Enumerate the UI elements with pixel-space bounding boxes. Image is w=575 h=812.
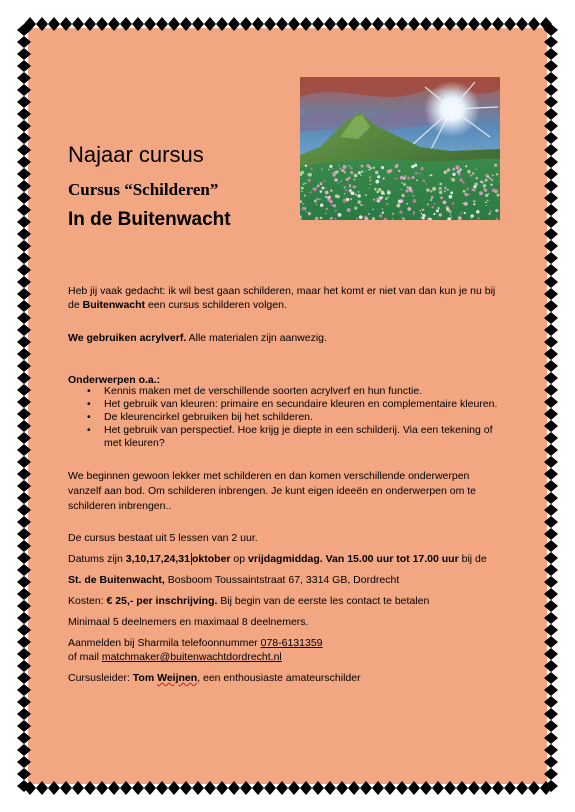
cost-line (68, 594, 429, 609)
leader-first-name: Tom (132, 672, 158, 684)
list-item (68, 385, 524, 398)
intro-line-2 (68, 298, 287, 313)
list-item-text: Het gebruik van kleuren: primaire en secundaire kleuren en complementaire kleuren. (104, 398, 498, 410)
heading-najaar-cursus: Najaar cursus (68, 142, 204, 167)
list-item (68, 424, 504, 450)
heading-buitenwacht: In de Buitenwacht (68, 209, 231, 230)
dates-pre: Datums zijn (68, 553, 126, 565)
signup-text: Aanmelden bij Sharmila telefoonnummer (68, 637, 261, 649)
intro-text-end: een cursus schilderen volgen. (145, 299, 287, 311)
materials-bold: We gebruiken acrylverf. (68, 332, 187, 344)
lessons-line: De cursus bestaat uit 5 lessen van 2 uur. (68, 532, 258, 544)
bullet-icon: • (87, 385, 91, 397)
leader-post: , een enthousiaste amateurschilder (197, 672, 361, 684)
materials-line (68, 331, 327, 346)
list-item (68, 398, 524, 411)
participants-line: Minimaal 5 deelnemers en maximaal 8 deelnemers. (68, 616, 309, 628)
topics-title-text: Onderwerpen o.a.: (68, 374, 161, 386)
list-item (68, 411, 524, 424)
bullet-icon: • (87, 424, 91, 436)
list-item-text: Het gebruik van perspectief. Hoe krijg je diepte in een schilderij. Via een tekening of met kleuren? (104, 424, 493, 449)
intro-line-1: Heb jij vaak gedacht: ik wil best gaan schilderen, maar het komt er niet van dan kun je nu bij (68, 285, 496, 297)
venue-line (68, 573, 399, 588)
paragraph-line-3: schilderen inbrengen.. (68, 500, 172, 512)
email-link[interactable]: matchmaker@buitenwachtdordrecht.nl (101, 651, 282, 663)
intro-buitenwacht-bold: Buitenwacht (82, 299, 146, 311)
dates-mid: op (230, 553, 249, 565)
venue-name: St. de Buitenwacht, (68, 574, 165, 586)
cost-post: Bij begin van de eerste les contact te betalen (217, 595, 430, 607)
signup-line (68, 636, 323, 651)
leader-line (68, 671, 361, 686)
mail-line (68, 650, 282, 665)
cost-amount: € 25,- per inschrijving. (106, 595, 218, 607)
heading-cursus-schilderen: Cursus “Schilderen” (68, 180, 219, 199)
dates-day-time: vrijdagmiddag. Van 15.00 uur tot 17.00 uur (248, 553, 459, 565)
intro-text: de (68, 299, 83, 311)
bullet-icon: • (87, 411, 91, 423)
dates-month: oktober (192, 553, 231, 565)
phone-link[interactable]: 078-6131359 (260, 637, 323, 649)
dates-post: bij de (458, 553, 487, 565)
paragraph-line-1: We beginnen gewoon lekker met schilderen en dan komen verschillende onderwerpen (68, 470, 470, 482)
venue-address: Bosboom Toussaintstraat 67, 3314 GB, Dordrecht (164, 574, 400, 586)
dates-line (68, 552, 487, 567)
list-item-text: De kleurencirkel gebruiken bij het schilderen. (104, 411, 313, 423)
leader-pre: Cursusleider: (68, 672, 133, 684)
materials-rest: Alle materialen zijn aanwezig. (186, 332, 327, 344)
mountain-painting-image (300, 77, 500, 220)
dates-numbers: 3,10,17,24,31 (125, 553, 190, 565)
leader-last-name: Weijnen (157, 672, 198, 684)
paragraph-line-2: vanzelf aan bod. Om schilderen inbrengen. Je kunt eigen ideeën en onderwerpen om te (68, 485, 477, 497)
bullet-icon: • (87, 398, 91, 410)
cost-pre: Kosten: (68, 595, 107, 607)
list-item-text: Kennis maken met de verschillende soorten acrylverf en hun functie. (104, 385, 423, 397)
mail-text: of mail (68, 651, 102, 663)
topics-list (68, 385, 524, 450)
